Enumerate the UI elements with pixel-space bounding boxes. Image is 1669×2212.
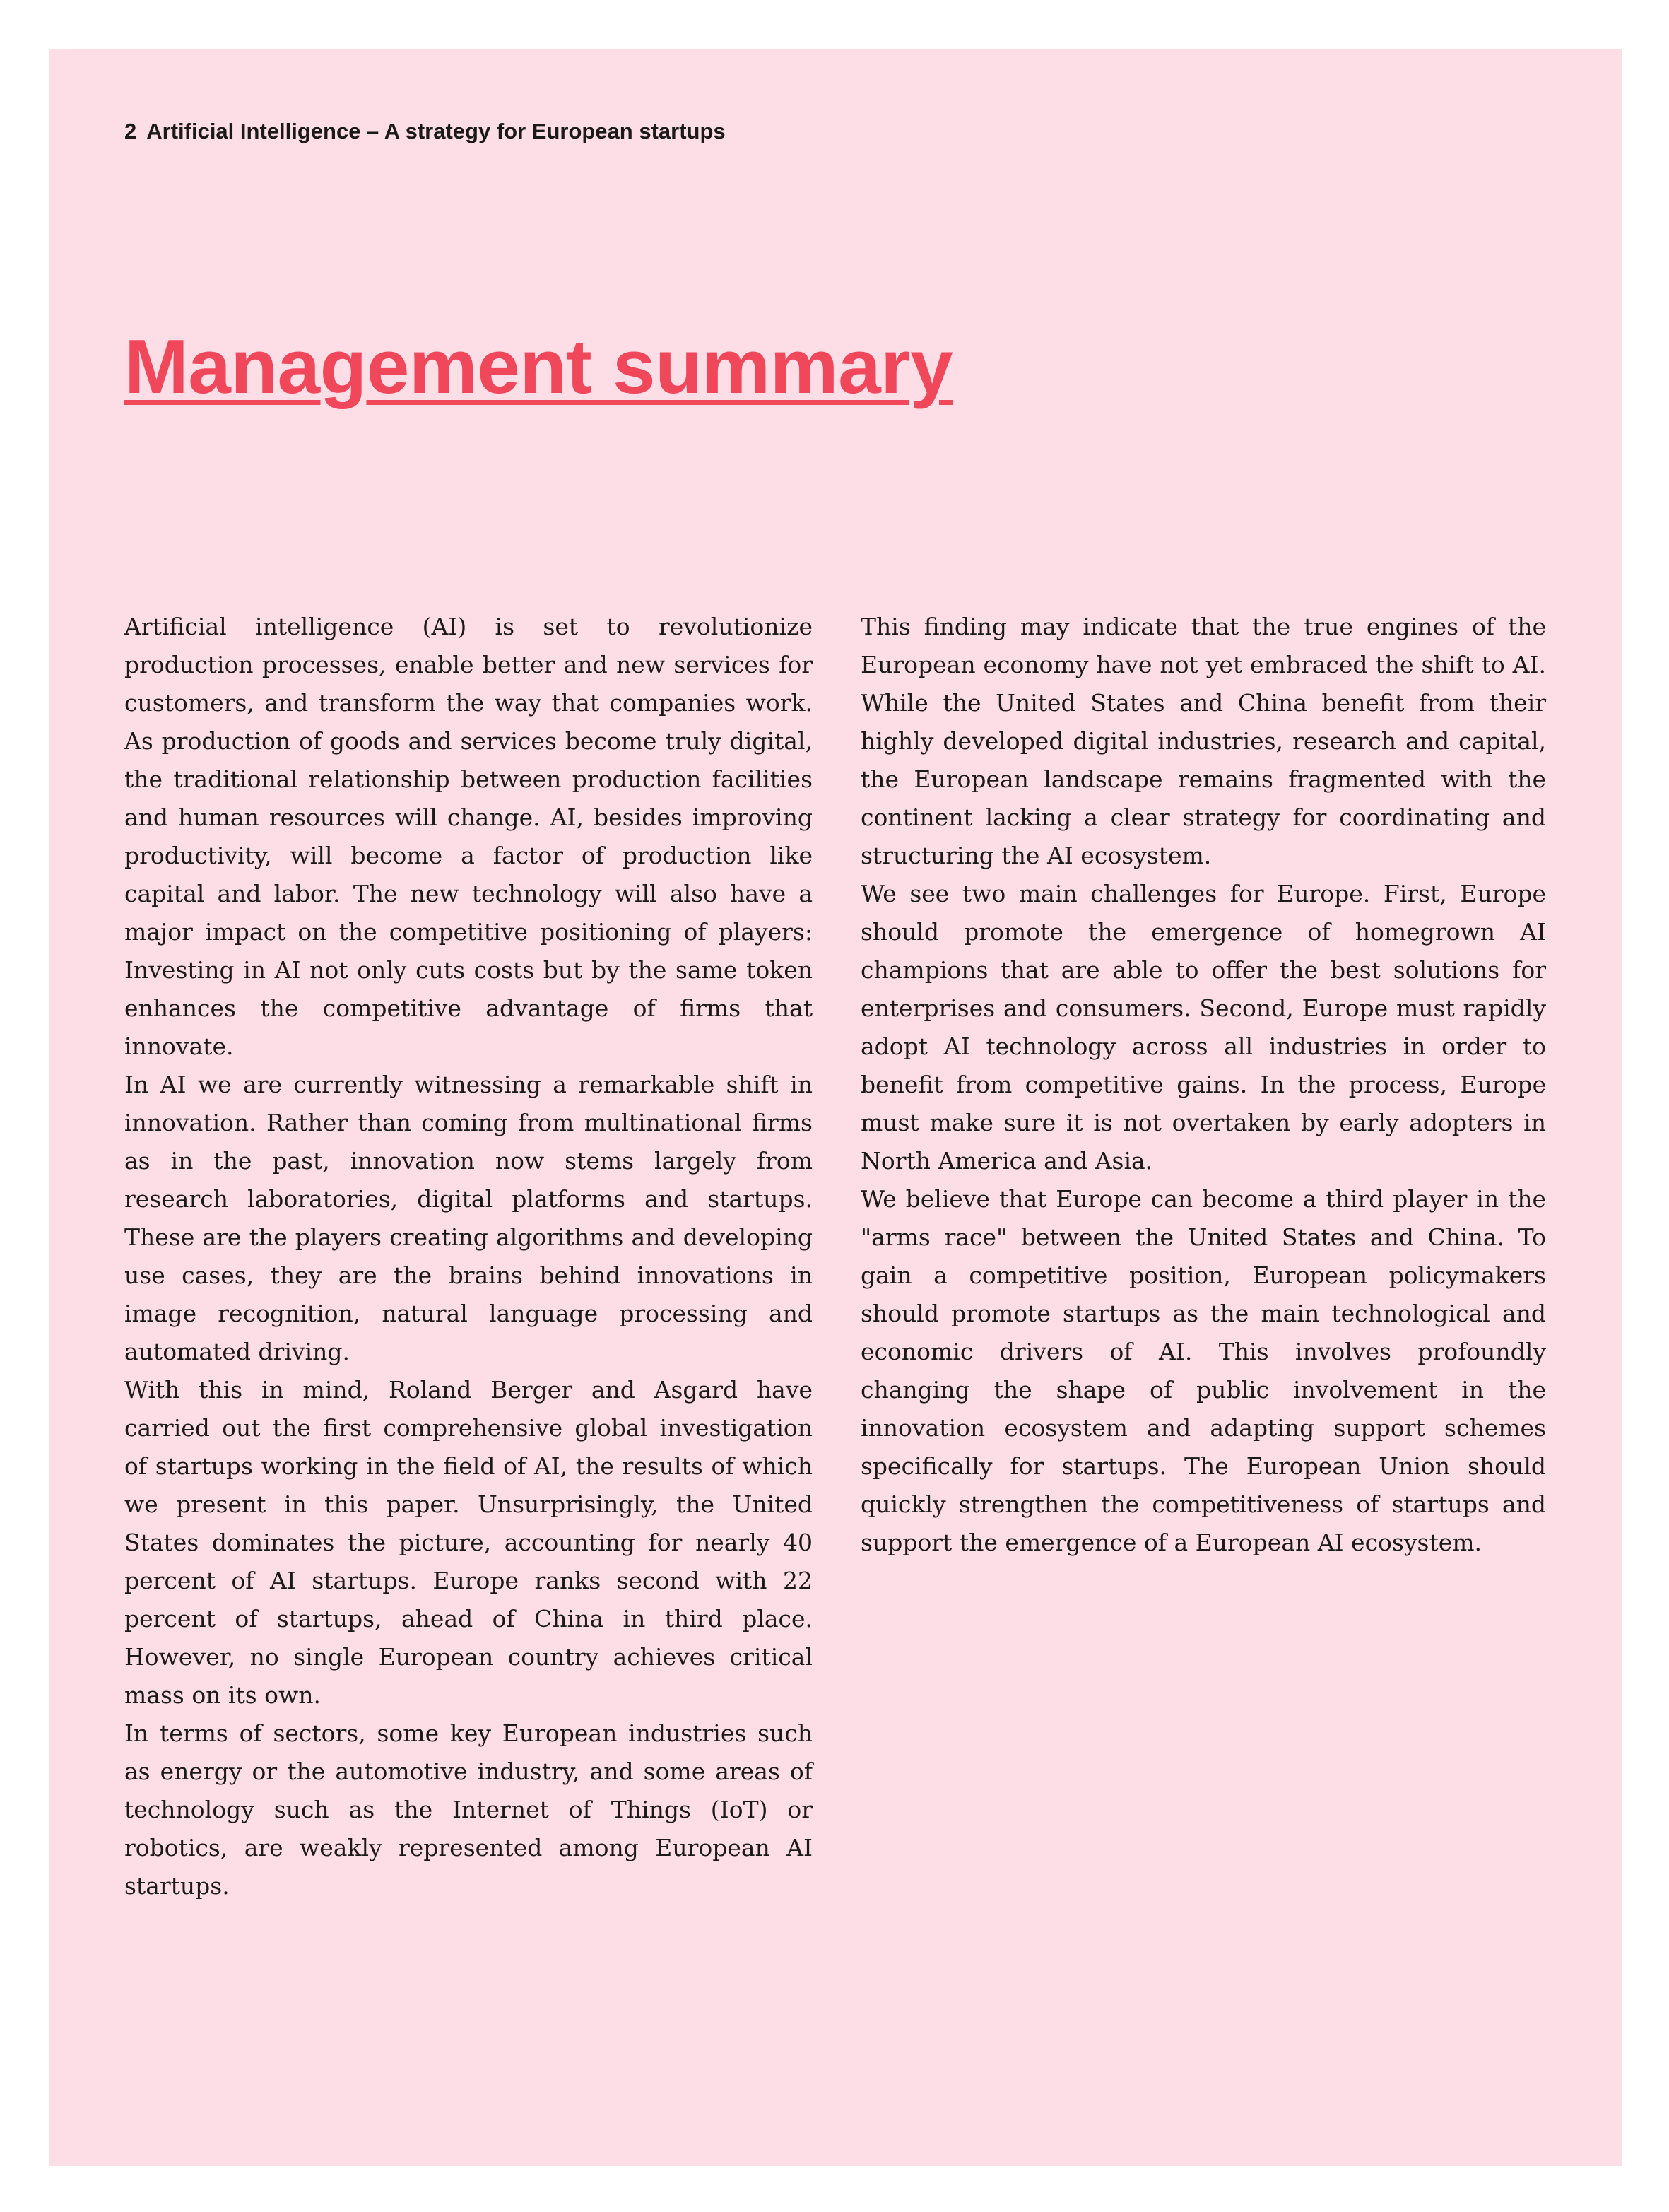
paragraph: We believe that Europe can become a third player in the "arms race" between the United States and China. To gain a competitive position, European policymakers should promote startups as the main technological and economic drivers of AI. This involves profoundly changing the shape of public involvement in the innovation ecosystem and adapting support schemes specifically for startups. The European Union should quickly strengthen the competitiveness of startups and support the emergence of a European AI ecosystem.: [861, 1185, 1546, 1556]
running-title: Artificial Intelligence – A strategy for European startups: [146, 119, 726, 143]
paragraph: In terms of sectors, some key European industries such as energy or the automotive industry, and some areas of technology such as the Internet of Things (IoT) or robotics, are weakly represented among European AI startups.: [124, 1719, 813, 1900]
paragraph: Artificial intelligence (AI) is set to revolutionize production processes, enable better and new services for customers, and transform the way that companies work. As production of goods and services become truly digital, the traditional relationship between production facilities and human resources will change. AI, besides improving productivity, will become a factor of production like capital and labor. The new technology will also have a major impact on the competitive positioning of players: Investing in AI not only cuts costs but by the same token enhances the competitive advantage of firms that innovate.: [124, 613, 813, 1060]
paragraph: With this in mind, Roland Berger and Asgard have carried out the first comprehensive global investigation of startups working in the field of AI, the results of which we present in this paper. Unsurprisingly, the United States dominates the picture, accounting for nearly 40 percent of AI startups. Europe ranks second with 22 percent of startups, ahead of China in third place. However, no single European country achieves critical mass on its own.: [124, 1376, 813, 1709]
paragraph: We see two main challenges for Europe. First, Europe should promote the emergence of homegrown AI champions that are able to offer the best solutions for enterprises and consumers. Second, Europe must rapidly adopt AI technology across all industries in order to benefit from competitive gains. In the process, Europe must make sure it is not overtaken by early adopters in North America and Asia.: [861, 880, 1546, 1175]
paragraph: This finding may indicate that the true engines of the European economy have not yet embraced the shift to AI. While the United States and China benefit from their highly developed digital industries, research and capital, the European landscape remains fragmented with the continent lacking a clear strategy for coordinating and structuring the AI ecosystem.: [861, 613, 1546, 869]
document-page: [49, 49, 1622, 2166]
right-column: [861, 608, 1546, 1562]
page-title: Management summary: [124, 324, 953, 410]
paragraph: In AI we are currently witnessing a remarkable shift in innovation. Rather than coming from multinational firms as in the past, innovation now stems largely from research laboratories, digital platforms and startups. These are the players creating algorithms and developing use cases, they are the brains behind innovations in image recognition, natural language processing and automated driving.: [124, 1071, 813, 1365]
page-number: 2: [124, 119, 137, 143]
left-column: [124, 608, 813, 1905]
running-header: [124, 119, 726, 144]
